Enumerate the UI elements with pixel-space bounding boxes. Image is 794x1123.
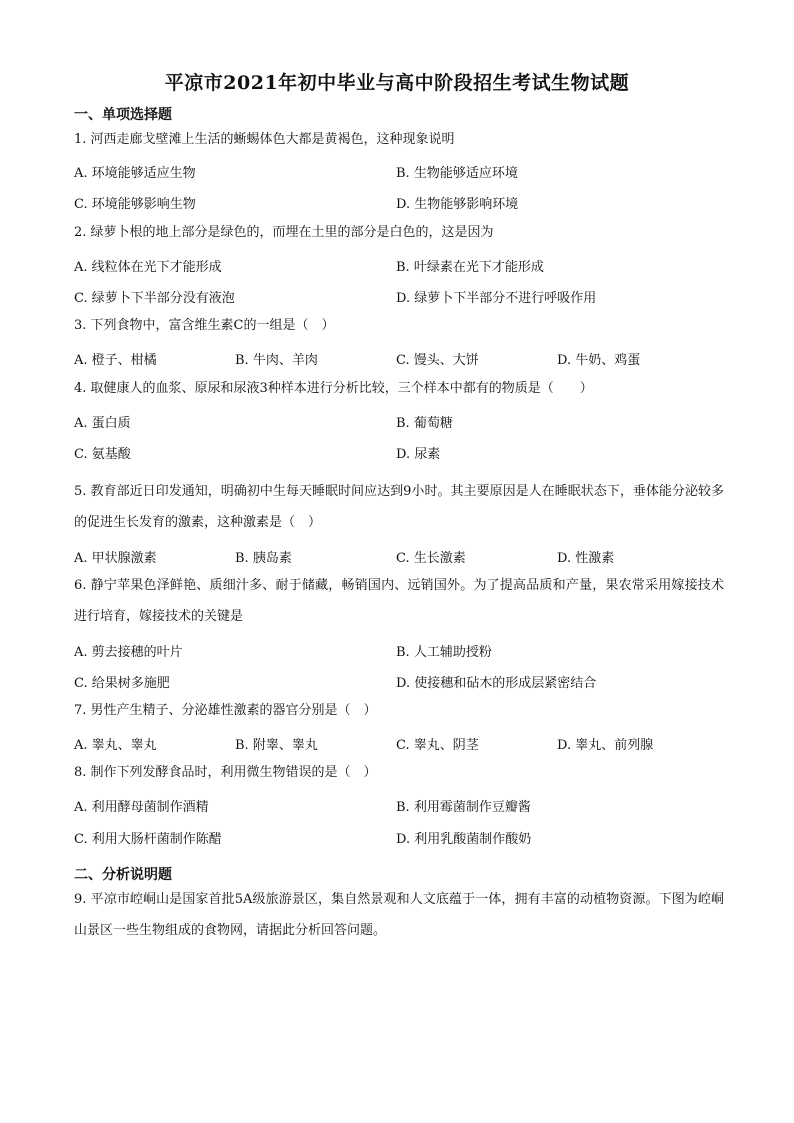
question-5-stem: 5. 教育部近日印发通知，明确初中生每天睡眠时间应达到9小时。其主要原因是人在睡眠状态下，垂体能分泌较多的促进生长发育的激素，这种激素是（ ）	[74, 484, 724, 530]
question-1-option-a: A. 环境能够适应生物	[74, 166, 196, 181]
question-4-option-b: B. 葡萄糖	[396, 416, 453, 431]
question-3-option-a: A. 橙子、柑橘	[74, 353, 157, 368]
question-8-option-a: A. 利用酵母菌制作酒精	[74, 800, 209, 815]
question-1-option-d: D. 生物能够影响环境	[396, 197, 519, 212]
question-4-option-c: C. 氨基酸	[74, 447, 131, 462]
section-heading-single-choice: 一、单项选择题	[74, 107, 172, 123]
exam-title: 平凉市2021年初中毕业与高中阶段招生考试生物试题	[164, 72, 630, 94]
question-8-option-c: C. 利用大肠杆菌制作陈醋	[74, 832, 222, 847]
question-8-option-b: B. 利用霉菌制作豆瓣酱	[396, 800, 531, 815]
question-7-option-b: B. 附睾、睾丸	[235, 738, 318, 753]
question-4-stem: 4. 取健康人的血浆、原尿和尿液3种样本进行分析比较，三个样本中都有的物质是（ ）	[74, 381, 593, 396]
question-3-option-b: B. 牛肉、羊肉	[235, 353, 318, 368]
question-5-option-b: B. 胰岛素	[235, 551, 292, 566]
question-6-option-d: D. 使接穗和砧木的形成层紧密结合	[396, 676, 597, 691]
question-5-option-c: C. 生长激素	[396, 551, 466, 566]
question-7-option-a: A. 睾丸、睾丸	[74, 738, 157, 753]
question-2-option-b: B. 叶绿素在光下才能形成	[396, 260, 544, 275]
question-1-option-b: B. 生物能够适应环境	[396, 166, 518, 181]
question-3-stem: 3. 下列食物中，富含维生素C的一组是（ ）	[74, 318, 335, 333]
question-2-stem: 2. 绿萝卜根的地上部分是绿色的，而埋在土里的部分是白色的，这是因为	[74, 225, 494, 240]
question-9-stem: 9. 平凉市崆峒山是国家首批5A级旅游景区，集自然景观和人文底蕴于一体，拥有丰富的动植物资源。下图为崆峒山景区一些生物组成的食物网，请据此分析回答问题。	[74, 892, 724, 938]
question-6-option-b: B. 人工辅助授粉	[396, 645, 492, 660]
question-2-option-d: D. 绿萝卜下半部分不进行呼吸作用	[396, 291, 597, 306]
question-3-option-d: D. 牛奶、鸡蛋	[557, 353, 641, 368]
question-6-stem: 6. 静宁苹果色泽鲜艳、质细汁多、耐于储藏，畅销国内、远销国外。为了提高品质和产量，果农常采用嫁接技术进行培育，嫁接技术的关键是	[74, 578, 724, 624]
question-4-option-d: D. 尿素	[396, 447, 441, 462]
question-6-option-a: A. 剪去接穗的叶片	[74, 645, 183, 660]
question-2-option-c: C. 绿萝卜下半部分没有液泡	[74, 291, 235, 306]
question-8-stem: 8. 制作下列发酵食品时，利用微生物错误的是（ ）	[74, 765, 377, 780]
question-7-stem: 7. 男性产生精子、分泌雄性激素的器官分别是（ ）	[74, 703, 377, 718]
question-7-option-c: C. 睾丸、阴茎	[396, 738, 479, 753]
question-8-option-d: D. 利用乳酸菌制作酸奶	[396, 832, 532, 847]
question-3-option-c: C. 馒头、大饼	[396, 353, 479, 368]
question-6-option-c: C. 给果树多施肥	[74, 676, 170, 691]
question-5-option-a: A. 甲状腺激素	[74, 551, 157, 566]
section-heading-analysis: 二、分析说明题	[74, 867, 172, 883]
question-1-option-c: C. 环境能够影响生物	[74, 197, 196, 212]
question-7-option-d: D. 睾丸、前列腺	[557, 738, 654, 753]
question-1-stem: 1. 河西走廊戈壁滩上生活的蜥蜴体色大都是黄褐色，这种现象说明	[74, 132, 455, 147]
question-5-option-d: D. 性激素	[557, 551, 615, 566]
question-2-option-a: A. 线粒体在光下才能形成	[74, 260, 222, 275]
question-4-option-a: A. 蛋白质	[74, 416, 131, 431]
